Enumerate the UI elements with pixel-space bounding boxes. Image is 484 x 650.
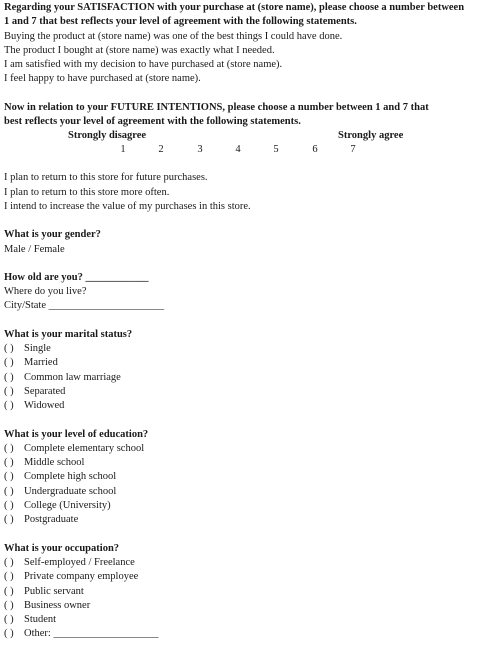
marital-option[interactable]: [4, 385, 480, 399]
option-label: Separated: [24, 385, 66, 397]
future-statement: I intend to increase the value of my purchases in this store.: [4, 200, 251, 212]
marital-option[interactable]: [4, 356, 480, 370]
checkbox[interactable]: ( ): [4, 628, 14, 640]
checkbox[interactable]: ( ): [4, 400, 14, 412]
future-section: [4, 101, 480, 214]
satisfaction-statement: I feel happy to have purchased at (store name).: [4, 73, 201, 85]
education-option[interactable]: [4, 485, 480, 499]
checkbox[interactable]: ( ): [4, 343, 14, 355]
occupation-question: What is your occupation?: [4, 542, 120, 554]
option-label: Widowed: [24, 400, 65, 412]
checkbox[interactable]: ( ): [4, 485, 14, 497]
option-label: Private company employee: [24, 571, 139, 583]
option-label: Single: [24, 343, 51, 355]
satisfaction-statement: Buying the product at (store name) was one of the best things I could have done.: [4, 30, 343, 42]
marital-section: [4, 328, 480, 414]
future-statement: I plan to return to this store more often.: [4, 186, 170, 198]
age-question[interactable]: How old are you? ____________: [4, 271, 149, 283]
location-question: Where do you live?: [4, 286, 87, 298]
checkbox[interactable]: ( ): [4, 599, 14, 611]
future-statement: I plan to return to this store for future purchases.: [4, 172, 208, 184]
marital-option[interactable]: [4, 342, 480, 356]
occupation-section: [4, 542, 480, 642]
option-label: Married: [24, 357, 58, 369]
education-option[interactable]: [4, 442, 480, 456]
option-label: Self-employed / Freelance: [24, 556, 135, 568]
checkbox[interactable]: ( ): [4, 442, 14, 454]
option-label: Student: [24, 614, 57, 626]
checkbox[interactable]: ( ): [4, 357, 14, 369]
option-label: Common law marriage: [24, 371, 121, 383]
education-section: [4, 428, 480, 528]
scale-right-label: Strongly agree: [338, 130, 404, 142]
option-label: Public servant: [24, 585, 84, 597]
occupation-option[interactable]: [4, 613, 480, 627]
checkbox[interactable]: ( ): [4, 614, 14, 626]
gender-answer[interactable]: Male / Female: [4, 243, 65, 255]
age-section: [4, 271, 480, 314]
checkbox[interactable]: ( ): [4, 585, 14, 597]
marital-question: What is your marital status?: [4, 328, 133, 340]
option-label: Complete elementary school: [24, 442, 145, 454]
scale-number[interactable]: 2: [158, 144, 164, 156]
agreement-scale-numbers: [4, 143, 480, 158]
satisfaction-statement: I am satisfied with my decision to have purchased at (store name).: [4, 59, 283, 71]
education-option[interactable]: [4, 470, 480, 484]
option-label: Business owner: [24, 599, 91, 611]
checkbox[interactable]: ( ): [4, 457, 14, 469]
scale-number[interactable]: 6: [312, 144, 318, 156]
option-label: College (University): [24, 500, 111, 512]
checkbox[interactable]: ( ): [4, 385, 14, 397]
questionnaire-page: [4, 1, 480, 642]
city-state-field[interactable]: City/State ______________________: [4, 300, 165, 312]
occupation-option[interactable]: [4, 570, 480, 584]
checkbox[interactable]: ( ): [4, 471, 14, 483]
education-question: What is your level of education?: [4, 428, 149, 440]
marital-option[interactable]: [4, 371, 480, 385]
option-label: Undergraduate school: [24, 485, 117, 497]
marital-option[interactable]: [4, 399, 480, 413]
scale-number[interactable]: 3: [197, 144, 203, 156]
checkbox[interactable]: ( ): [4, 371, 14, 383]
occupation-option[interactable]: [4, 627, 480, 641]
option-label: Postgraduate: [24, 514, 79, 526]
satisfaction-statement: The product I bought at (store name) was exactly what I needed.: [4, 44, 275, 56]
future-intro: Now in relation to your FUTURE INTENTIONS, please choose a number between 1 and 7 that: [4, 101, 429, 113]
checkbox[interactable]: ( ): [4, 571, 14, 583]
checkbox[interactable]: ( ): [4, 500, 14, 512]
option-label: Other: ____________________: [24, 628, 159, 640]
scale-number[interactable]: 1: [120, 144, 126, 156]
satisfaction-intro: Regarding your SATISFACTION with your purchase at (store name), please choose a number between: [4, 2, 465, 13]
occupation-option[interactable]: [4, 599, 480, 613]
occupation-option[interactable]: [4, 585, 480, 599]
agreement-scale-labels: [4, 129, 480, 143]
satisfaction-intro-2: 1 and 7 that best reflects your level of agreement with the following statements.: [4, 16, 357, 28]
education-option[interactable]: [4, 499, 480, 513]
education-option[interactable]: [4, 456, 480, 470]
checkbox[interactable]: ( ): [4, 556, 14, 568]
option-label: Middle school: [24, 457, 85, 469]
scale-left-label: Strongly disagree: [68, 130, 147, 142]
satisfaction-section: [4, 1, 480, 87]
future-intro-2: best reflects your level of agreement with the following statements.: [4, 116, 301, 128]
checkbox[interactable]: ( ): [4, 514, 14, 526]
scale-number[interactable]: 7: [350, 144, 356, 156]
option-label: Complete high school: [24, 471, 117, 483]
scale-number[interactable]: 5: [273, 144, 279, 156]
education-option[interactable]: [4, 513, 480, 527]
scale-number[interactable]: 4: [235, 144, 241, 156]
gender-section: [4, 228, 480, 257]
gender-question: What is your gender?: [4, 229, 101, 241]
occupation-option[interactable]: [4, 556, 480, 570]
